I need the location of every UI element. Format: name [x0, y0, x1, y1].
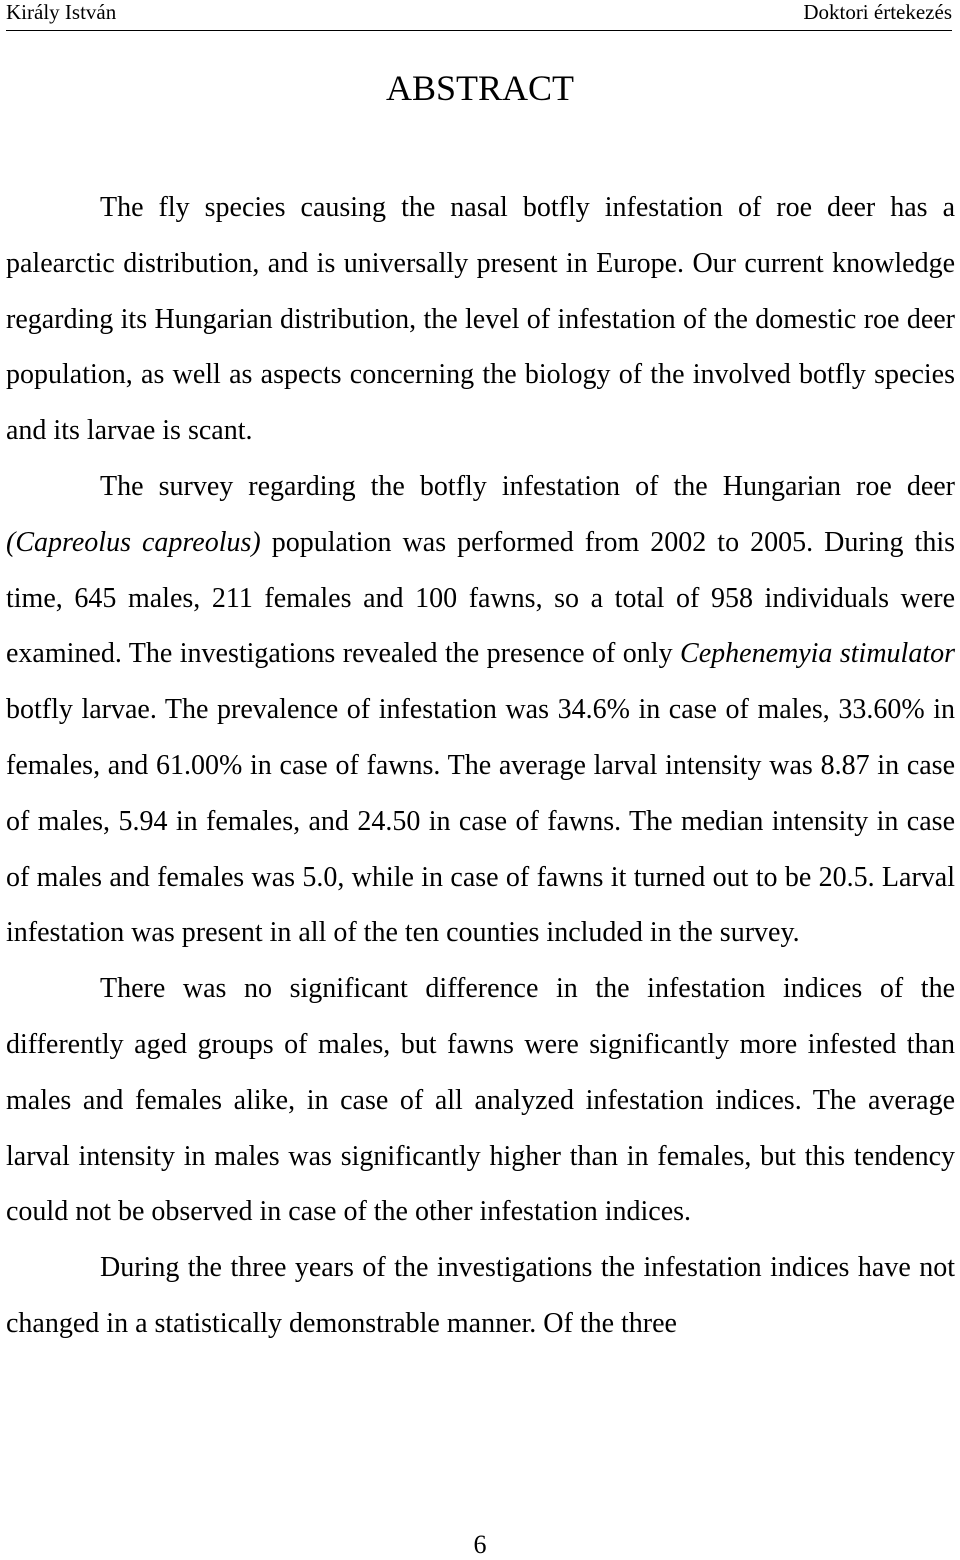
paragraph-2-part-b: population was performed from 2002 to 2005. During this time, 645 males, 211 females and 100 fawns, so a total of 958 individuals were examined. The investigations revealed the presence of only	[6, 526, 955, 670]
paragraph-3: There was no significant difference in the infestation indices of the differently aged groups of males, but fawns were significantly more infested than males and females alike, in case of all analyzed infestation indices. The average larval intensity in males was significantly higher than in females, but this tendency could not be observed in case of the other infestation indices.	[6, 973, 955, 1228]
page-number: 6	[473, 1530, 487, 1559]
header-author: Király István	[6, 0, 117, 24]
paragraph-2-part-a: The survey regarding the botfly infestation of the Hungarian roe deer	[100, 470, 955, 502]
paragraph-2-part-c: botfly larvae. The prevalence of infestation was 34.6% in case of males, 33.60% in females, and 61.00% in case of fawns. The average larval intensity was 8.87 in case of males, 5.94 in females, and 24.50 in case of fawns. The median intensity in case of males and females was 5.0, while in case of fawns it turned out to be 20.5. Larval infestation was present in all of the ten counties included in the survey.	[6, 694, 955, 949]
species-name-capreolus: (Capreolus capreolus)	[6, 526, 261, 558]
abstract-title: ABSTRACT	[385, 68, 575, 108]
species-name-cephenemyia: Cephenemyia stimulator	[680, 638, 955, 670]
header-document-type: Doktori értekezés	[803, 0, 952, 24]
paragraph-1: The fly species causing the nasal botfly infestation of roe deer has a palearctic distribution, and is universally present in Europe. Our current knowledge regarding its Hungarian distribution, the level of infestation of the domestic roe deer population, as well as aspects concerning the biology of the involved botfly species and its larvae is scant.	[6, 192, 955, 447]
paragraph-4: During the three years of the investigations the infestation indices have not changed in a statistically demonstrable manner. Of the three	[6, 1252, 955, 1339]
paragraph-2	[6, 459, 955, 961]
running-header	[6, 0, 952, 31]
abstract-body	[6, 180, 955, 1352]
